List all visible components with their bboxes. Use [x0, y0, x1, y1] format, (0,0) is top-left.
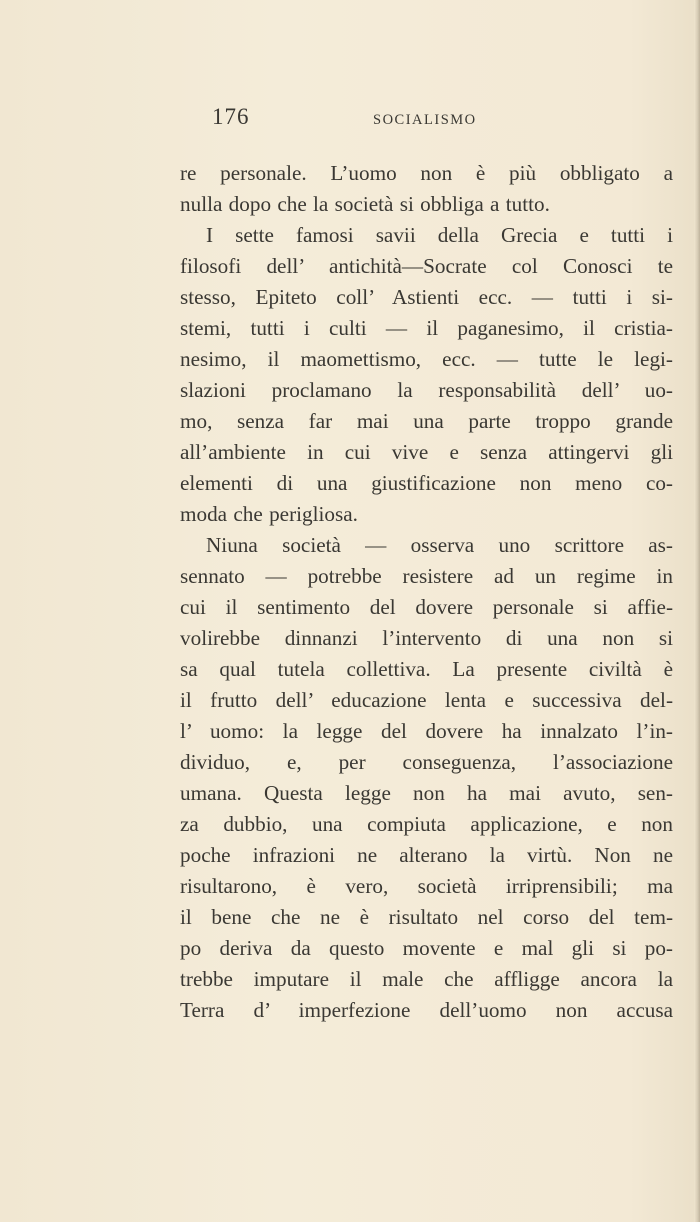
text-line: slazioni proclamano la responsabilità dell’ uo- [180, 378, 673, 402]
text-line: mo, senza far mai una parte troppo grande [180, 409, 673, 433]
text-line: all’ambiente in cui vive e senza attingervi gli [180, 440, 673, 464]
text-line: I sette famosi savii della Grecia e tutti i [206, 223, 673, 247]
page-number: 176 [212, 104, 250, 129]
text-line: il frutto dell’ educazione lenta e successiva del- [180, 688, 673, 712]
text-line: sa qual tutela collettiva. La presente civiltà è [180, 657, 673, 681]
text-line: po deriva da questo movente e mal gli si po- [180, 936, 673, 960]
text-line: stemi, tutti i culti — il paganesimo, il cristia- [180, 316, 673, 340]
text-line: Niuna società — osserva uno scrittore as- [206, 533, 673, 557]
running-head [180, 104, 673, 134]
page-edge [694, 0, 700, 1222]
text-line: sennato — potrebbe resistere ad un regime in [180, 564, 673, 588]
body-text [180, 158, 673, 1026]
text-line: dividuo, e, per conseguenza, l’associazione [180, 750, 673, 774]
text-line: nulla dopo che la società si obbliga a tutto. [180, 192, 550, 216]
text-line: il bene che ne è risultato nel corso del tem- [180, 905, 673, 929]
text-line: filosofi dell’ antichità—Socrate col Conosci te [180, 254, 673, 278]
text-line: za dubbio, una compiuta applicazione, e non [180, 812, 673, 836]
text-line: nesimo, il maomettismo, ecc. — tutte le legi- [180, 347, 673, 371]
text-line: trebbe imputare il male che affligge ancora la [180, 967, 673, 991]
text-line: Terra d’ imperfezione dell’uomo non accusa [180, 998, 673, 1022]
text-line: umana. Questa legge non ha mai avuto, sen- [180, 781, 673, 805]
text-line: risultarono, è vero, società irriprensibili; ma [180, 874, 673, 898]
text-line: moda che perigliosa. [180, 502, 358, 526]
text-line: volirebbe dinnanzi l’intervento di una non si [180, 626, 673, 650]
running-title: SOCIALISMO [373, 112, 477, 128]
text-line: elementi di una giustificazione non meno co- [180, 471, 673, 495]
text-line: l’ uomo: la legge del dovere ha innalzato l’in- [180, 719, 673, 743]
text-line: cui il sentimento del dovere personale si affie- [180, 595, 673, 619]
text-line: poche infrazioni ne alterano la virtù. Non ne [180, 843, 673, 867]
text-line: re personale. L’uomo non è più obbligato a [180, 161, 673, 185]
text-line: stesso, Epiteto coll’ Astienti ecc. — tutti i si- [180, 285, 673, 309]
